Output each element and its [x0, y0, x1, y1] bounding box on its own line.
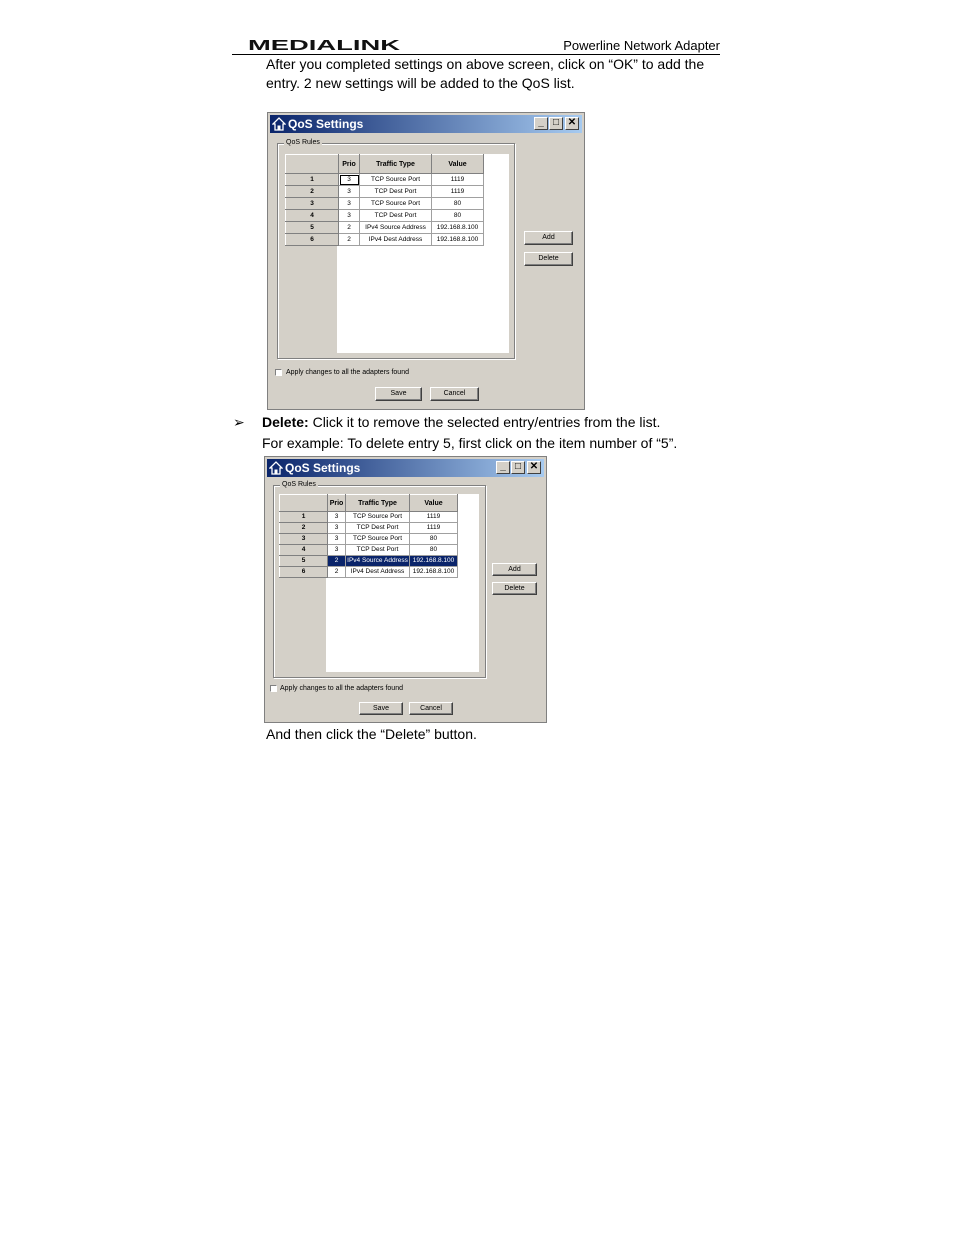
prio-cell[interactable]: 3 — [339, 174, 360, 186]
value-cell[interactable]: 80 — [410, 545, 458, 556]
traffic-type-cell[interactable]: TCP Dest Port — [360, 186, 432, 198]
close-button[interactable]: ✕ — [527, 461, 541, 474]
prio-cell[interactable]: 3 — [339, 198, 360, 210]
traffic-type-cell[interactable]: TCP Source Port — [346, 512, 410, 523]
table-row[interactable] — [286, 186, 484, 198]
table-corner-header — [280, 495, 328, 512]
maximize-button[interactable]: □ — [549, 117, 563, 130]
delete-button[interactable]: Delete — [492, 582, 537, 595]
qos-rules-label: QoS Rules — [286, 139, 320, 146]
column-header-prio[interactable]: Prio — [339, 155, 360, 174]
row-number[interactable]: 3 — [286, 198, 339, 210]
dialog-title: QoS Settings — [285, 461, 361, 475]
outro-paragraph: And then click the “Delete” button. — [266, 726, 477, 742]
apply-all-checkbox[interactable] — [270, 685, 277, 692]
prio-cell[interactable]: 3 — [339, 186, 360, 198]
prio-cell[interactable]: 2 — [339, 234, 360, 246]
dialog-titlebar — [270, 115, 582, 133]
table-row[interactable] — [280, 534, 458, 545]
value-cell[interactable]: 1119 — [432, 186, 484, 198]
table-row[interactable] — [286, 234, 484, 246]
intro-paragraph: After you completed settings on above screen, click on “OK” to add the entry. 2 new settings will be added to the QoS list. — [266, 56, 705, 91]
row-number[interactable]: 1 — [280, 512, 328, 523]
save-button[interactable]: Save — [375, 387, 422, 401]
cancel-button[interactable]: Cancel — [409, 702, 453, 715]
rules-table[interactable] — [285, 154, 484, 246]
minimize-button[interactable]: _ — [496, 461, 510, 474]
rules-table[interactable] — [279, 494, 458, 578]
delete-term: Delete: — [262, 414, 309, 430]
traffic-type-cell[interactable]: IPv4 Source Address — [360, 222, 432, 234]
row-number[interactable]: 2 — [280, 523, 328, 534]
table-row[interactable] — [280, 567, 458, 578]
qos-settings-dialog-1 — [267, 112, 585, 410]
delete-example: For example: To delete entry 5, first click on the item number of “5”. — [262, 435, 678, 451]
home-icon — [272, 117, 286, 131]
delete-description: Click it to remove the selected entry/entries from the list. — [308, 414, 661, 430]
traffic-type-cell[interactable]: TCP Source Port — [360, 198, 432, 210]
row-number[interactable]: 5 — [280, 556, 328, 567]
table-row[interactable] — [280, 512, 458, 523]
value-cell[interactable]: 80 — [432, 210, 484, 222]
row-number[interactable]: 6 — [286, 234, 339, 246]
rules-table-area[interactable] — [285, 154, 509, 353]
row-number[interactable]: 5 — [286, 222, 339, 234]
qos-rules-group — [277, 139, 515, 359]
table-row[interactable] — [280, 556, 458, 567]
traffic-type-cell[interactable]: TCP Dest Port — [346, 523, 410, 534]
table-row[interactable] — [286, 198, 484, 210]
row-number[interactable]: 6 — [280, 567, 328, 578]
rules-table-area[interactable] — [279, 494, 479, 672]
bullet-icon: ➢ — [233, 414, 245, 430]
prio-cell[interactable]: 2 — [339, 222, 360, 234]
value-cell[interactable]: 1119 — [432, 174, 484, 186]
table-header-row — [280, 495, 458, 512]
close-button[interactable]: ✕ — [565, 117, 579, 130]
apply-all-checkbox[interactable] — [275, 369, 282, 376]
table-header-row — [286, 155, 484, 174]
table-row[interactable] — [280, 545, 458, 556]
home-icon — [269, 461, 283, 475]
value-cell[interactable]: 80 — [410, 534, 458, 545]
column-header-value[interactable]: Value — [432, 155, 484, 174]
column-header-value[interactable]: Value — [410, 495, 458, 512]
traffic-type-cell[interactable]: IPv4 Dest Address — [360, 234, 432, 246]
delete-button[interactable]: Delete — [524, 252, 573, 266]
prio-cell[interactable]: 3 — [328, 534, 346, 545]
column-header-traffic-type[interactable]: Traffic Type — [346, 495, 410, 512]
table-row[interactable] — [280, 523, 458, 534]
row-number[interactable]: 3 — [280, 534, 328, 545]
prio-cell[interactable]: 3 — [328, 523, 346, 534]
row-number[interactable]: 2 — [286, 186, 339, 198]
row-number[interactable]: 1 — [286, 174, 339, 186]
save-button[interactable]: Save — [359, 702, 403, 715]
row-number[interactable]: 4 — [286, 210, 339, 222]
traffic-type-cell[interactable]: IPv4 Source Address — [346, 556, 410, 567]
traffic-type-cell[interactable]: IPv4 Dest Address — [346, 567, 410, 578]
value-cell[interactable]: 1119 — [410, 512, 458, 523]
prio-cell[interactable]: 2 — [328, 556, 346, 567]
qos-rules-group — [273, 481, 486, 678]
cancel-button[interactable]: Cancel — [430, 387, 479, 401]
prio-cell[interactable]: 3 — [328, 512, 346, 523]
delete-bullet-line — [233, 413, 733, 432]
traffic-type-cell[interactable]: TCP Source Port — [360, 174, 432, 186]
minimize-button[interactable]: _ — [534, 117, 548, 130]
prio-cell[interactable]: 2 — [328, 567, 346, 578]
table-row[interactable] — [286, 174, 484, 186]
header-title: Powerline Network Adapter — [563, 38, 720, 53]
prio-cell[interactable]: 3 — [339, 210, 360, 222]
value-cell[interactable]: 80 — [432, 198, 484, 210]
apply-all-label: Apply changes to all the adapters found — [280, 685, 403, 692]
traffic-type-cell[interactable]: TCP Dest Port — [346, 545, 410, 556]
value-cell[interactable]: 192.168.8.100 — [432, 234, 484, 246]
qos-rules-label: QoS Rules — [282, 481, 316, 488]
traffic-type-cell[interactable]: TCP Dest Port — [360, 210, 432, 222]
prio-cell[interactable]: 3 — [328, 545, 346, 556]
column-header-prio[interactable]: Prio — [328, 495, 346, 512]
add-button[interactable]: Add — [492, 563, 537, 576]
value-cell[interactable]: 192.168.8.100 — [432, 222, 484, 234]
maximize-button[interactable]: □ — [511, 461, 525, 474]
medialink-logo — [248, 37, 400, 51]
table-corner-header — [286, 155, 339, 174]
traffic-type-cell[interactable]: TCP Source Port — [346, 534, 410, 545]
table-row[interactable] — [286, 222, 484, 234]
apply-all-label: Apply changes to all the adapters found — [286, 369, 409, 376]
value-cell[interactable]: 192.168.8.100 — [410, 556, 458, 567]
row-number[interactable]: 4 — [280, 545, 328, 556]
table-row[interactable] — [286, 210, 484, 222]
qos-settings-dialog-2 — [264, 456, 547, 723]
dialog-title: QoS Settings — [288, 117, 364, 131]
dialog-titlebar — [267, 459, 544, 477]
column-header-traffic-type[interactable]: Traffic Type — [360, 155, 432, 174]
add-button[interactable]: Add — [524, 231, 573, 245]
svg-text:MEDIALINK: MEDIALINK — [248, 37, 400, 51]
value-cell[interactable]: 1119 — [410, 523, 458, 534]
value-cell[interactable]: 192.168.8.100 — [410, 567, 458, 578]
